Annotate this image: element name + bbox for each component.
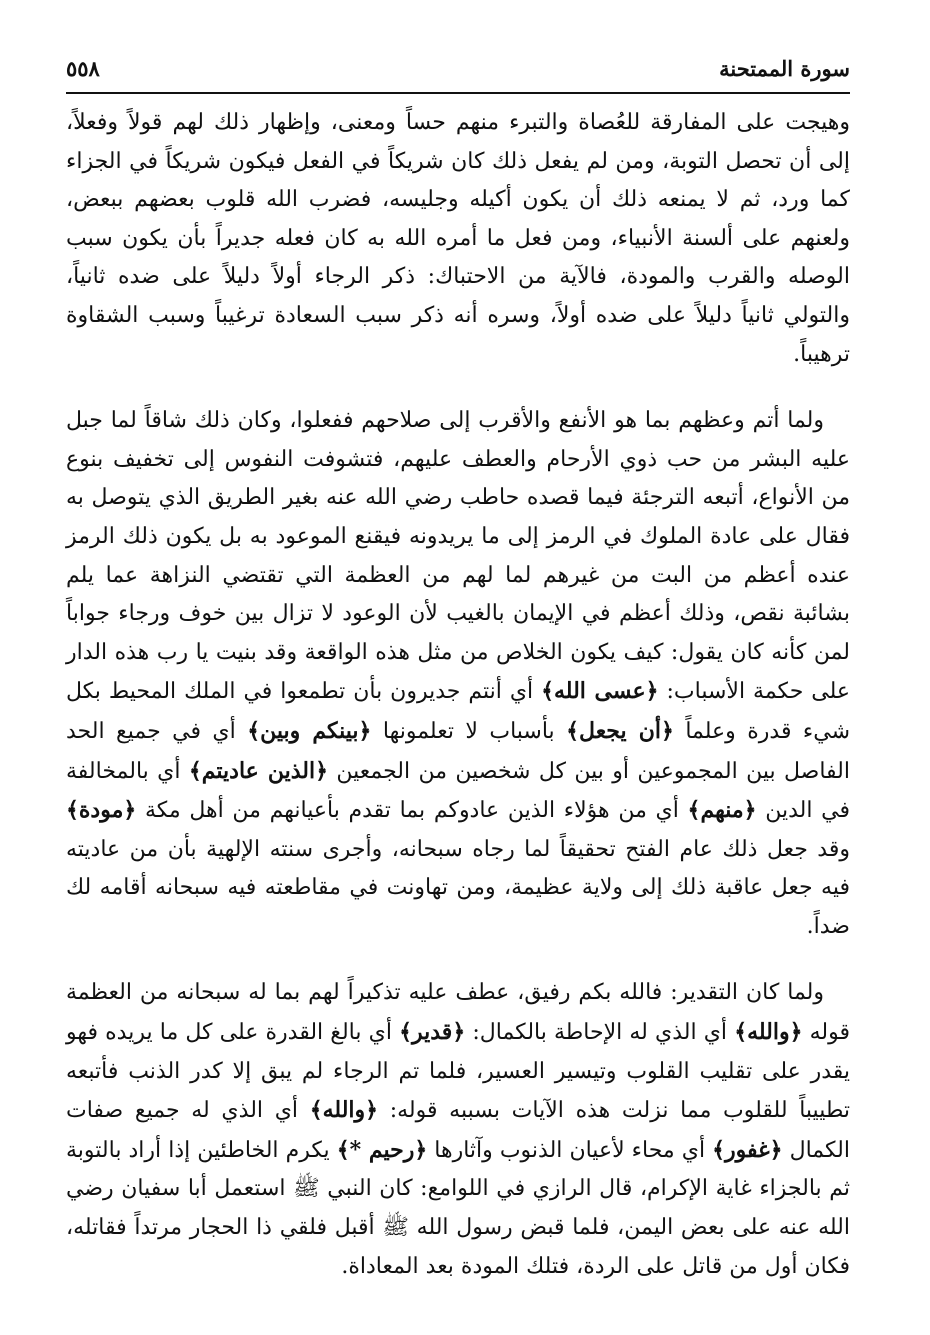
text-segment: يكرم الخاطئين إذا أراد بالتوبة ثم بالجزاء غاية الإكرام، قال الرازي في اللوامع: كان النبي ﷺ استعمل أبا سفيان رضي الله عنه على بعض اليمن، فلما قبض رسول الله ﷺ أقبل فلقي ذا الحجار مرتداً فقاتله، فكان أول من قاتل على الردة، فتلك المودة بعد المعاداة. xyxy=(66,1137,850,1279)
text-segment: وقد جعل ذلك عام الفتح تحقيقاً لما رجاه سبحانه، وأجرى سنته الإلهية بأن من عاديته فيه جعل عاقبة ذلك إلى ولاية عظيمة، ومن تهاونت في مقاطعته فيه سبحانه أقامه لك ضداً. xyxy=(66,836,850,939)
quran-quote: ﴿قدير﴾ xyxy=(399,1019,466,1046)
quran-quote: ﴿رحيم *﴾ xyxy=(336,1136,428,1163)
text-segment: أي أنتم جديرون بأن تطمعوا في الملك المحيط بكل شيء قدرة وعلماً xyxy=(66,679,851,744)
text-segment: أي من هؤلاء الذين عادوكم بما تقدم بأعيانهم من أهل مكة xyxy=(136,798,688,824)
paragraph-1 xyxy=(66,104,850,374)
quran-quote: ﴿عسى الله﴾ xyxy=(541,678,659,705)
text-segment: ولما أتم وعظهم بما هو الأنفع والأقرب إلى صلاحهم ففعلوا، وكان ذلك شاقاً لما جبل عليه البشر من حب ذوي الأرحام والعطف عليهم، فتشوفت النفوس إلى تخفيف بنوع من الأنواع، أتبعه الترجئة فيما قصده حاطب رضي الله عنه بغير الطريق الذي يتوصل به فقال على عادة الملوك في الرمز إلى ما يريدونه فيقنع الموعود به بل يكون ذلك الرمز عنده أعظم من البت من غيرهم لما لهم من العظمة التي تقتضي النزاهة عما يلم بشائبة نقص، وذلك أعظم في الإيمان بالغيب لأن الوعود لا تزال بين خوف ورجاء جواباً لمن كأنه كان يقول: كيف يكون الخلاص من مثل هذه الواقعة وقد بنيت يا رب هذه الدار على حكمة الأسباب: xyxy=(66,408,851,705)
text-segment: بأسباب لا تعلمونها xyxy=(371,718,567,744)
paragraph-3 xyxy=(66,974,850,1286)
quran-quote: ﴿أن يجعل﴾ xyxy=(566,717,674,744)
page-number: ٥٥٨ xyxy=(66,56,100,81)
quran-quote: ﴿والله﴾ xyxy=(734,1019,803,1046)
surah-title: سورة الممتحنة xyxy=(719,56,850,81)
text-segment: أي محاء لأعيان الذنوب وآثارها xyxy=(427,1137,713,1163)
paragraph-2 xyxy=(66,402,850,946)
text-segment: أي بالمخالفة في الدين xyxy=(66,758,850,824)
text-segment: وهيجت على المفارقة للعُصاة والتبرء منهم حساً ومعنى، وإظهار ذلك لهم قولاً وفعلاً، إلى أن تحصل التوبة، ومن لم يفعل ذلك كان شريكاً في الفعل فيكون شريكاً في الجزاء كما ورد، ثم لا يمنعه ذلك أن يكون أكيله وجليسه، فضرب الله قلوب بعضهم ببعض، ولعنهم على ألسنة الأنبياء، ومن فعل ما أمره الله به كان فعله جديراً بأن يكون سبب الوصله والقرب والمودة، فالآية من الاحتباك: ذكر الرجاء أولاً دليلاً على ضده ثانياً، والتولي ثانياً دليلاً على ضده أولاً، وسره أنه ذكر سبب السعادة ترغيباً وسبب الشقاوة ترهيباً. xyxy=(66,110,850,367)
book-page xyxy=(66,56,850,1316)
text-segment: أي الذي له جميع صفات الكمال xyxy=(66,1098,850,1163)
text-segment: أي بالغ القدرة على كل ما يريده فهو يقدر على تقليب القلوب وتيسير العسير، فلما تم الرجاء لم يبق إلا كدر الذنب فأتبعه تطييباً للقلوب مما نزلت هذه الآيات بسببه قوله: xyxy=(66,1020,850,1124)
quran-quote: ﴿مودة﴾ xyxy=(66,797,137,824)
quran-quote: ﴿الذين عاديتم﴾ xyxy=(188,757,328,784)
quran-quote: ﴿بينكم وبين﴾ xyxy=(247,717,372,744)
page-header xyxy=(66,56,850,86)
quran-quote: ﴿والله﴾ xyxy=(309,1097,379,1124)
text-segment: ولما كان التقدير: فالله بكم رفيق، عطف عليه تذكيراً لهم بما له سبحانه من العظمة قوله xyxy=(66,980,851,1046)
quran-quote: ﴿منهم﴾ xyxy=(687,797,757,824)
quran-quote: ﴿غفور﴾ xyxy=(712,1136,783,1163)
header-rule xyxy=(66,92,850,94)
page-body xyxy=(66,104,850,1286)
text-segment: أي الذي له الإحاطة بالكمال: xyxy=(465,1020,735,1046)
text-segment: أي في جميع الحد الفاصل بين المجموعين أو بين كل شخصين من الجمعين xyxy=(66,718,850,784)
